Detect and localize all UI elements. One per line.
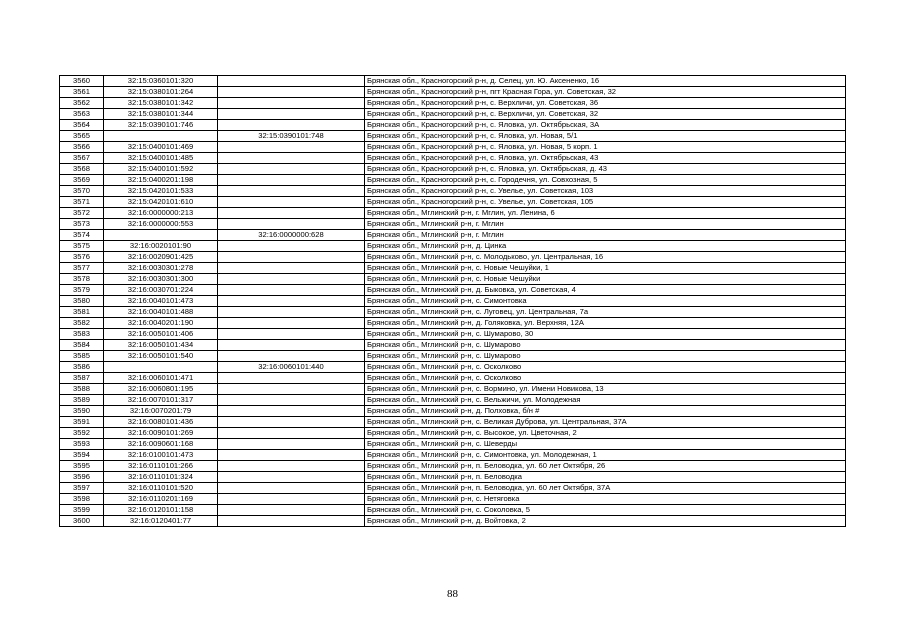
cadastral-number-alt [218, 120, 365, 131]
row-number: 3566 [60, 142, 104, 153]
address: Брянская обл., Мглинский р-н, д. Войтовка, 2 [365, 516, 846, 527]
cadastral-number: 32:16:0110101:324 [104, 472, 218, 483]
address: Брянская обл., Красногорский р-н, с. Яловка, ул. Новая, 5/1 [365, 131, 846, 142]
row-number: 3568 [60, 164, 104, 175]
cadastral-number: 32:15:0380101:342 [104, 98, 218, 109]
address: Брянская обл., Мглинский р-н, с. Шумарово [365, 351, 846, 362]
address: Брянская обл., Мглинский р-н, с. Молодьково, ул. Центральная, 16 [365, 252, 846, 263]
address: Брянская обл., Мглинский р-н, с. Новые Чешуйки [365, 274, 846, 285]
address: Брянская обл., Мглинский р-н, с. Высокое, ул. Цветочная, 2 [365, 428, 846, 439]
cadastral-number: 32:16:0110101:520 [104, 483, 218, 494]
table-row [60, 131, 846, 142]
address: Брянская обл., Мглинский р-н, г. Мглин [365, 230, 846, 241]
cadastral-number: 32:16:0060101:471 [104, 373, 218, 384]
cadastral-number-alt [218, 296, 365, 307]
cadastral-number-alt [218, 461, 365, 472]
cadastral-number [104, 230, 218, 241]
cadastral-number-alt [218, 76, 365, 87]
row-number: 3593 [60, 439, 104, 450]
cadastral-number-alt [218, 241, 365, 252]
row-number: 3579 [60, 285, 104, 296]
table-row [60, 362, 846, 373]
row-number: 3574 [60, 230, 104, 241]
table-row [60, 208, 846, 219]
cadastral-number: 32:16:0000000:213 [104, 208, 218, 219]
row-number: 3586 [60, 362, 104, 373]
cadastral-number-alt [218, 186, 365, 197]
row-number: 3582 [60, 318, 104, 329]
cadastral-number [104, 131, 218, 142]
table-row [60, 483, 846, 494]
table-row [60, 274, 846, 285]
address: Брянская обл., Красногорский р-н, с. Яловка, ул. Новая, 5 корп. 1 [365, 142, 846, 153]
address: Брянская обл., Мглинский р-н, с. Соколовка, 5 [365, 505, 846, 516]
address: Брянская обл., Мглинский р-н, с. Симонтовка, ул. Молодежная, 1 [365, 450, 846, 461]
table-row [60, 76, 846, 87]
row-number: 3572 [60, 208, 104, 219]
registry-table [59, 75, 846, 527]
address: Брянская обл., Мглинский р-н, д. Голяковка, ул. Верхняя, 12А [365, 318, 846, 329]
table-row [60, 98, 846, 109]
table-row [60, 505, 846, 516]
table-row [60, 230, 846, 241]
table-row [60, 340, 846, 351]
table-row [60, 120, 846, 131]
address: Брянская обл., Мглинский р-н, с. Великая Дуброва, ул. Центральная, 37А [365, 417, 846, 428]
table-row [60, 164, 846, 175]
cadastral-number-alt [218, 307, 365, 318]
cadastral-number-alt [218, 98, 365, 109]
cadastral-number-alt [218, 164, 365, 175]
table-row [60, 494, 846, 505]
row-number: 3578 [60, 274, 104, 285]
row-number: 3588 [60, 384, 104, 395]
cadastral-number-alt [218, 208, 365, 219]
row-number: 3585 [60, 351, 104, 362]
cadastral-number-alt [218, 351, 365, 362]
table-row [60, 285, 846, 296]
cadastral-number-alt [218, 87, 365, 98]
cadastral-number: 32:16:0080101:436 [104, 417, 218, 428]
table-row [60, 263, 846, 274]
cadastral-number: 32:16:0020101:90 [104, 241, 218, 252]
address: Брянская обл., Мглинский р-н, д. Цинка [365, 241, 846, 252]
address: Брянская обл., Мглинский р-н, п. Беловодка, ул. 60 лет Октября, 37А [365, 483, 846, 494]
cadastral-number-alt [218, 439, 365, 450]
cadastral-number: 32:16:0070201:79 [104, 406, 218, 417]
address: Брянская обл., Мглинский р-н, с. Шумарово [365, 340, 846, 351]
address: Брянская обл., Мглинский р-н, с. Шумарово, 30 [365, 329, 846, 340]
address: Брянская обл., Мглинский р-н, с. Новые Чешуйки, 1 [365, 263, 846, 274]
cadastral-number: 32:16:0090601:168 [104, 439, 218, 450]
cadastral-number-alt [218, 516, 365, 527]
row-number: 3565 [60, 131, 104, 142]
cadastral-number-alt [218, 109, 365, 120]
address: Брянская обл., Мглинский р-н, д. Быковка, ул. Советская, 4 [365, 285, 846, 296]
address: Брянская обл., Красногорский р-н, с. Верхличи, ул. Советская, 36 [365, 98, 846, 109]
cadastral-number [104, 362, 218, 373]
row-number: 3584 [60, 340, 104, 351]
address: Брянская обл., Мглинский р-н, п. Беловодка, ул. 60 лет Октября, 26 [365, 461, 846, 472]
cadastral-number-alt: 32:16:0060101:440 [218, 362, 365, 373]
table-row [60, 142, 846, 153]
row-number: 3589 [60, 395, 104, 406]
address: Брянская обл., Красногорский р-н, д. Селец, ул. Ю. Аксененко, 16 [365, 76, 846, 87]
cadastral-number-alt [218, 428, 365, 439]
row-number: 3600 [60, 516, 104, 527]
row-number: 3599 [60, 505, 104, 516]
cadastral-number-alt [218, 494, 365, 505]
table-row [60, 241, 846, 252]
cadastral-number-alt [218, 219, 365, 230]
table-row [60, 318, 846, 329]
cadastral-number-alt [218, 175, 365, 186]
cadastral-number: 32:16:0120401:77 [104, 516, 218, 527]
cadastral-number-alt [218, 197, 365, 208]
cadastral-number-alt [218, 384, 365, 395]
table-row [60, 87, 846, 98]
table-row [60, 395, 846, 406]
row-number: 3561 [60, 87, 104, 98]
cadastral-number: 32:15:0360101:320 [104, 76, 218, 87]
table-row [60, 307, 846, 318]
cadastral-number-alt [218, 472, 365, 483]
address: Брянская обл., Мглинский р-н, с. Шеверды [365, 439, 846, 450]
row-number: 3591 [60, 417, 104, 428]
cadastral-number: 32:15:0400101:469 [104, 142, 218, 153]
cadastral-number-alt [218, 329, 365, 340]
address: Брянская обл., Мглинский р-н, с. Симонтовка [365, 296, 846, 307]
address: Брянская обл., Мглинский р-н, с. Нетяговка [365, 494, 846, 505]
row-number: 3576 [60, 252, 104, 263]
table-row [60, 384, 846, 395]
cadastral-number: 32:15:0400101:592 [104, 164, 218, 175]
row-number: 3590 [60, 406, 104, 417]
cadastral-number: 32:16:0110201:169 [104, 494, 218, 505]
cadastral-number-alt [218, 505, 365, 516]
cadastral-number-alt [218, 340, 365, 351]
row-number: 3573 [60, 219, 104, 230]
row-number: 3560 [60, 76, 104, 87]
cadastral-number: 32:16:0050101:406 [104, 329, 218, 340]
address: Брянская обл., Мглинский р-н, с. Луговец, ул. Центральная, 7а [365, 307, 846, 318]
row-number: 3583 [60, 329, 104, 340]
cadastral-number-alt [218, 417, 365, 428]
address: Брянская обл., Мглинский р-н, д. Полховка, б/н # [365, 406, 846, 417]
row-number: 3567 [60, 153, 104, 164]
table-row [60, 516, 846, 527]
cadastral-number-alt: 32:15:0390101:748 [218, 131, 365, 142]
address: Брянская обл., Красногорский р-н, с. Яловка, ул. Октябрьская, 43 [365, 153, 846, 164]
row-number: 3580 [60, 296, 104, 307]
cadastral-number: 32:16:0030301:300 [104, 274, 218, 285]
table-row [60, 197, 846, 208]
cadastral-number-alt [218, 263, 365, 274]
cadastral-number-alt [218, 406, 365, 417]
row-number: 3596 [60, 472, 104, 483]
cadastral-number: 32:15:0420101:610 [104, 197, 218, 208]
row-number: 3577 [60, 263, 104, 274]
table-row [60, 373, 846, 384]
table-row [60, 219, 846, 230]
cadastral-number-alt: 32:16:0000000:628 [218, 230, 365, 241]
table-row [60, 252, 846, 263]
cadastral-number: 32:15:0390101:746 [104, 120, 218, 131]
address: Брянская обл., Красногорский р-н, с. Увелье, ул. Советская, 105 [365, 197, 846, 208]
address: Брянская обл., Красногорский р-н, с. Увелье, ул. Советская, 103 [365, 186, 846, 197]
cadastral-number: 32:15:0400101:485 [104, 153, 218, 164]
row-number: 3570 [60, 186, 104, 197]
table-row [60, 109, 846, 120]
row-number: 3569 [60, 175, 104, 186]
cadastral-number: 32:15:0400201:198 [104, 175, 218, 186]
cadastral-number: 32:15:0380101:264 [104, 87, 218, 98]
row-number: 3592 [60, 428, 104, 439]
cadastral-number: 32:16:0030701:224 [104, 285, 218, 296]
cadastral-number: 32:16:0030301:278 [104, 263, 218, 274]
table-row [60, 186, 846, 197]
row-number: 3595 [60, 461, 104, 472]
cadastral-number: 32:15:0380101:344 [104, 109, 218, 120]
table-row [60, 428, 846, 439]
address: Брянская обл., Мглинский р-н, с. Вормино, ул. Имени Новикова, 13 [365, 384, 846, 395]
cadastral-number: 32:16:0090101:269 [104, 428, 218, 439]
row-number: 3562 [60, 98, 104, 109]
row-number: 3587 [60, 373, 104, 384]
address: Брянская обл., Мглинский р-н, г. Мглин, ул. Ленина, 6 [365, 208, 846, 219]
cadastral-number-alt [218, 318, 365, 329]
row-number: 3575 [60, 241, 104, 252]
address: Брянская обл., Красногорский р-н, пгт Красная Гора, ул. Советская, 32 [365, 87, 846, 98]
table-row [60, 351, 846, 362]
cadastral-number: 32:16:0020901:425 [104, 252, 218, 263]
cadastral-number: 32:16:0040101:488 [104, 307, 218, 318]
cadastral-number: 32:16:0050101:434 [104, 340, 218, 351]
cadastral-number-alt [218, 153, 365, 164]
cadastral-number-alt [218, 373, 365, 384]
cadastral-number: 32:16:0100101:473 [104, 450, 218, 461]
cadastral-number-alt [218, 285, 365, 296]
address: Брянская обл., Красногорский р-н, с. Городечня, ул. Совхозная, 5 [365, 175, 846, 186]
table-row [60, 329, 846, 340]
cadastral-number: 32:16:0120101:158 [104, 505, 218, 516]
table-row [60, 472, 846, 483]
cadastral-number-alt [218, 142, 365, 153]
row-number: 3564 [60, 120, 104, 131]
row-number: 3598 [60, 494, 104, 505]
cadastral-number: 32:16:0110101:266 [104, 461, 218, 472]
cadastral-number: 32:16:0000000:553 [104, 219, 218, 230]
table-row [60, 461, 846, 472]
table-row [60, 153, 846, 164]
cadastral-number: 32:15:0420101:533 [104, 186, 218, 197]
cadastral-number-alt [218, 274, 365, 285]
page-number: 88 [447, 588, 458, 600]
cadastral-number: 32:16:0070101:317 [104, 395, 218, 406]
cadastral-number-alt [218, 252, 365, 263]
row-number: 3597 [60, 483, 104, 494]
registry-body [60, 76, 846, 527]
table-row [60, 406, 846, 417]
address: Брянская обл., Мглинский р-н, с. Вельжичи, ул. Молодежная [365, 395, 846, 406]
address: Брянская обл., Мглинский р-н, г. Мглин [365, 219, 846, 230]
cadastral-number: 32:16:0040101:473 [104, 296, 218, 307]
cadastral-number-alt [218, 483, 365, 494]
address: Брянская обл., Красногорский р-н, с. Яловка, ул. Октябрьская, д. 43 [365, 164, 846, 175]
address: Брянская обл., Мглинский р-н, п. Беловодка [365, 472, 846, 483]
cadastral-number-alt [218, 450, 365, 461]
address: Брянская обл., Мглинский р-н, с. Осколково [365, 362, 846, 373]
cadastral-number: 32:16:0040201:190 [104, 318, 218, 329]
row-number: 3581 [60, 307, 104, 318]
cadastral-number: 32:16:0050101:540 [104, 351, 218, 362]
address: Брянская обл., Красногорский р-н, с. Яловка, ул. Октябрьская, 3А [365, 120, 846, 131]
row-number: 3563 [60, 109, 104, 120]
table-row [60, 296, 846, 307]
table-row [60, 175, 846, 186]
cadastral-number: 32:16:0060801:195 [104, 384, 218, 395]
cadastral-number-alt [218, 395, 365, 406]
table-row [60, 439, 846, 450]
row-number: 3594 [60, 450, 104, 461]
address: Брянская обл., Мглинский р-н, с. Осколково [365, 373, 846, 384]
address: Брянская обл., Красногорский р-н, с. Верхличи, ул. Советская, 32 [365, 109, 846, 120]
table-row [60, 417, 846, 428]
table-row [60, 450, 846, 461]
row-number: 3571 [60, 197, 104, 208]
